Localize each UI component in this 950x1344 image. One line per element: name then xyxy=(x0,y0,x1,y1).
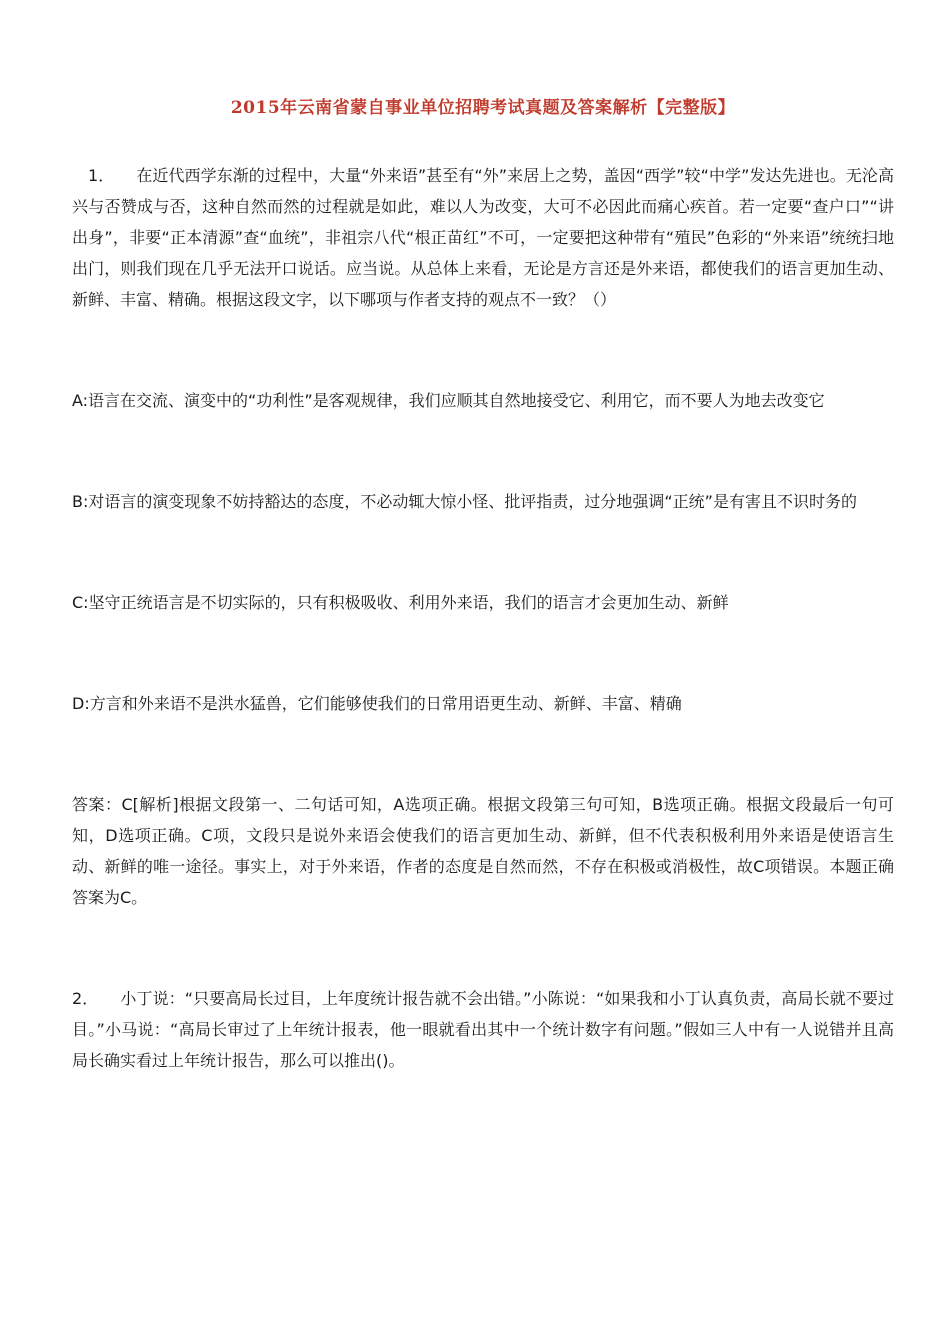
option-d: D:方言和外来语不是洪水猛兽，它们能够使我们的日常用语更生动、新鲜、丰富、精确 xyxy=(72,694,682,713)
option-c: C:坚守正统语言是不切实际的，只有积极吸收、利用外来语，我们的语言才会更加生动、新鲜 xyxy=(72,593,729,612)
document-title: 2015年云南省蒙自事业单位招聘考试真题及答案解析【完整版】 xyxy=(230,98,736,118)
option-a: A:语言在交流、演变中的“功利性”是客观规律，我们应顺其自然地接受它、利用它，而不要人为地去改变它 xyxy=(72,391,825,410)
question-1-number: 1． xyxy=(88,166,115,185)
question-2-text: 小丁说：“只要高局长过目，上年度统计报告就不会出错。”小陈说：“如果我和小丁认真负责，高局长就不要过目。”小马说：“高局长审过了上年统计报表，他一眼就看出其中一个统计数字有问题。”假如三人中有一人说错并且高局长确实看过上年统计报告，那么可以推出()。 xyxy=(72,989,894,1070)
question-2-stem xyxy=(72,983,894,1076)
question-2-number: 2． xyxy=(72,989,99,1008)
option-b: B:对语言的演变现象不妨持豁达的态度，不必动辄大惊小怪、批评指责，过分地强调“正统”是有害且不识时务的 xyxy=(72,492,857,511)
question-1 xyxy=(72,160,894,315)
answer-explanation: 答案：C[解析]根据文段第一、二句话可知，A选项正确。根据文段第三句可知，B选项正确。根据文段最后一句可知，D选项正确。C项，文段只是说外来语会使我们的语言更加生动、新鲜，但不代表积极利用外来语是使语言生动、新鲜的唯一途径。事实上，对于外来语，作者的态度是自然而然，不存在积极或消极性，故C项错误。本题正确答案为C。 xyxy=(72,795,894,907)
question-2 xyxy=(72,983,894,1076)
question-1-text: 在近代西学东渐的过程中，大量“外来语”甚至有“外”来居上之势，盖因“西学”较“中学”发达先进也。无沦高兴与否赞成与否，这种自然而然的过程就是如此，难以人为改变，大可不必因此而痛心疾首。若一定要“查户口”“讲出身”，非要“正本清源”查“血统”，非祖宗八代“根正苗红”不可，一定要把这种带有“殖民”色彩的“外来语”统统扫地出门，则我们现在几乎无法开口说话。应当说。从总体上来看，无论是方言还是外来语，都使我们的语言更加生动、新鲜、丰富、精确。根据这段文字，以下哪项与作者支持的观点不一致？（） xyxy=(72,166,894,309)
question-1-stem xyxy=(72,160,894,315)
